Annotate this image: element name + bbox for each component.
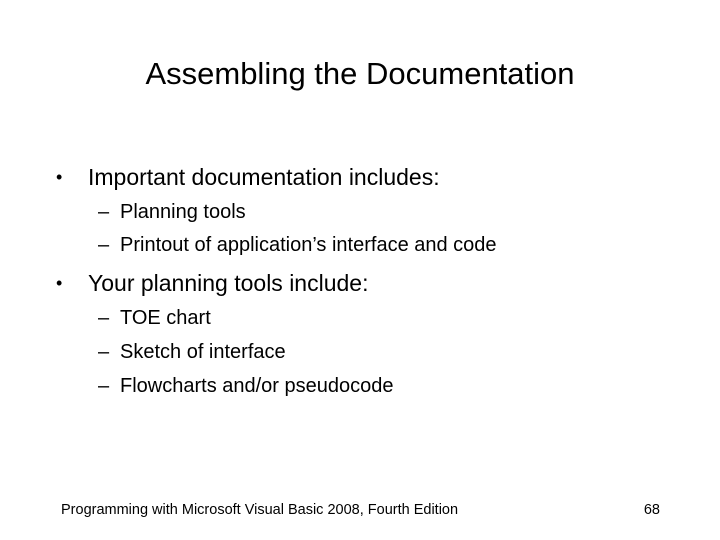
bullet-marker: • bbox=[56, 167, 63, 187]
sub-bullet-marker: – bbox=[98, 375, 110, 397]
sub-bullet-text: Sketch of interface bbox=[120, 341, 286, 363]
sub-bullet-marker: – bbox=[98, 341, 110, 363]
bullet-marker: • bbox=[56, 273, 63, 293]
bullet-text: Your planning tools include: bbox=[88, 270, 369, 296]
sub-bullet-marker: – bbox=[98, 201, 110, 223]
bullet-text: Important documentation includes: bbox=[88, 164, 440, 190]
footer-source: Programming with Microsoft Visual Basic 2008, Fourth Edition bbox=[61, 502, 459, 518]
sub-bullet-text: TOE chart bbox=[120, 307, 211, 329]
sub-bullet-text: Flowcharts and/or pseudocode bbox=[120, 375, 394, 397]
sub-bullet-text: Printout of application’s interface and code bbox=[120, 234, 497, 256]
sub-bullet-marker: – bbox=[98, 234, 110, 256]
sub-bullet-text: Planning tools bbox=[120, 201, 246, 223]
slide-title: Assembling the Documentation bbox=[145, 56, 575, 91]
page-number: 68 bbox=[643, 502, 660, 518]
sub-bullet-marker: – bbox=[98, 307, 110, 329]
